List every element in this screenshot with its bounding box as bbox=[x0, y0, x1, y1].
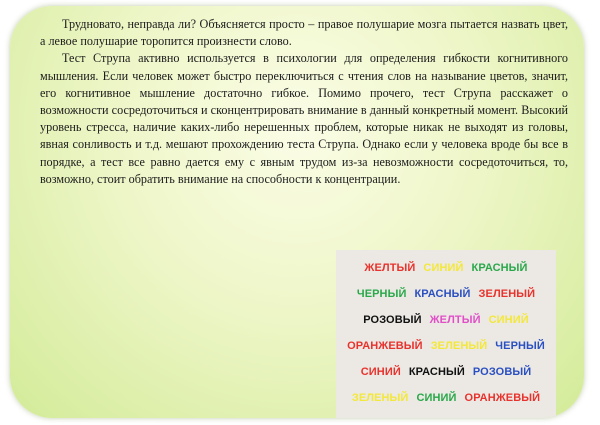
stroop-word: ЗЕЛЕНЫЙ bbox=[478, 288, 536, 300]
paragraph-1: Трудновато, неправда ли? Объясняется просто – правое полушарие мозга пытается назвать цвет, а левое полушарие торопится произнести слово. bbox=[40, 17, 568, 49]
stroop-word: КРАСНЫЙ bbox=[408, 366, 465, 378]
stroop-row-1 bbox=[336, 262, 556, 274]
article-text bbox=[40, 16, 568, 188]
stroop-row-2 bbox=[336, 288, 556, 300]
stroop-word: СИНИЙ bbox=[488, 314, 529, 326]
stroop-row-3 bbox=[336, 314, 556, 326]
stroop-word: СИНИЙ bbox=[416, 392, 457, 404]
stroop-word: ЧЕРНЫЙ bbox=[356, 288, 407, 300]
content-card bbox=[10, 6, 584, 418]
paragraph-2: Тест Струпа активно используется в психологии для определения гибкости когнитивного мышления. Если человек может быстро переключиться с чтения слов на называние цветов, значит, его когнитивное мышление достаточно гибкое. Помимо прочего, тест Струпа расскажет о возможности сосредоточиться и сконцентрировать внимание в данный конкретный момент. Высокий уровень стресса, наличие каких-либо нерешенных проблем, которые никак не выходят из головы, явная сонливость и т.д. мешают прохождению теста Струпа. Однако если у человека вроде бы все в порядке, а тест все равно дается ему с явным трудом из-за невозможности сосредоточиться, то, возможно, стоит обратить внимание на способности к концентрации. bbox=[40, 51, 568, 186]
stroop-word: КРАСНЫЙ bbox=[414, 288, 471, 300]
stroop-row-4 bbox=[336, 340, 556, 352]
stroop-word: РОЗОВЫЙ bbox=[363, 314, 422, 326]
stroop-test-image bbox=[336, 250, 556, 418]
stroop-row-6 bbox=[336, 392, 556, 404]
stroop-word: СИНИЙ bbox=[360, 366, 401, 378]
stroop-word: ЖЕЛТЫЙ bbox=[429, 314, 481, 326]
stroop-word: ЗЕЛЕНЫЙ bbox=[430, 340, 488, 352]
stroop-word: РОЗОВЫЙ bbox=[472, 366, 532, 378]
stroop-word: ОРАНЖЕВЫЙ bbox=[464, 392, 541, 404]
stroop-word: ЖЕЛТЫЙ bbox=[364, 262, 416, 274]
stroop-word: ОРАНЖЕВЫЙ bbox=[347, 340, 423, 352]
stroop-row-5 bbox=[336, 366, 556, 378]
stroop-word: СИНИЙ bbox=[423, 262, 464, 274]
stroop-word: КРАСНЫЙ bbox=[471, 262, 528, 274]
stroop-word: ЧЕРНЫЙ bbox=[495, 340, 545, 352]
stroop-word: ЗЕЛЕНЫЙ bbox=[351, 392, 409, 404]
